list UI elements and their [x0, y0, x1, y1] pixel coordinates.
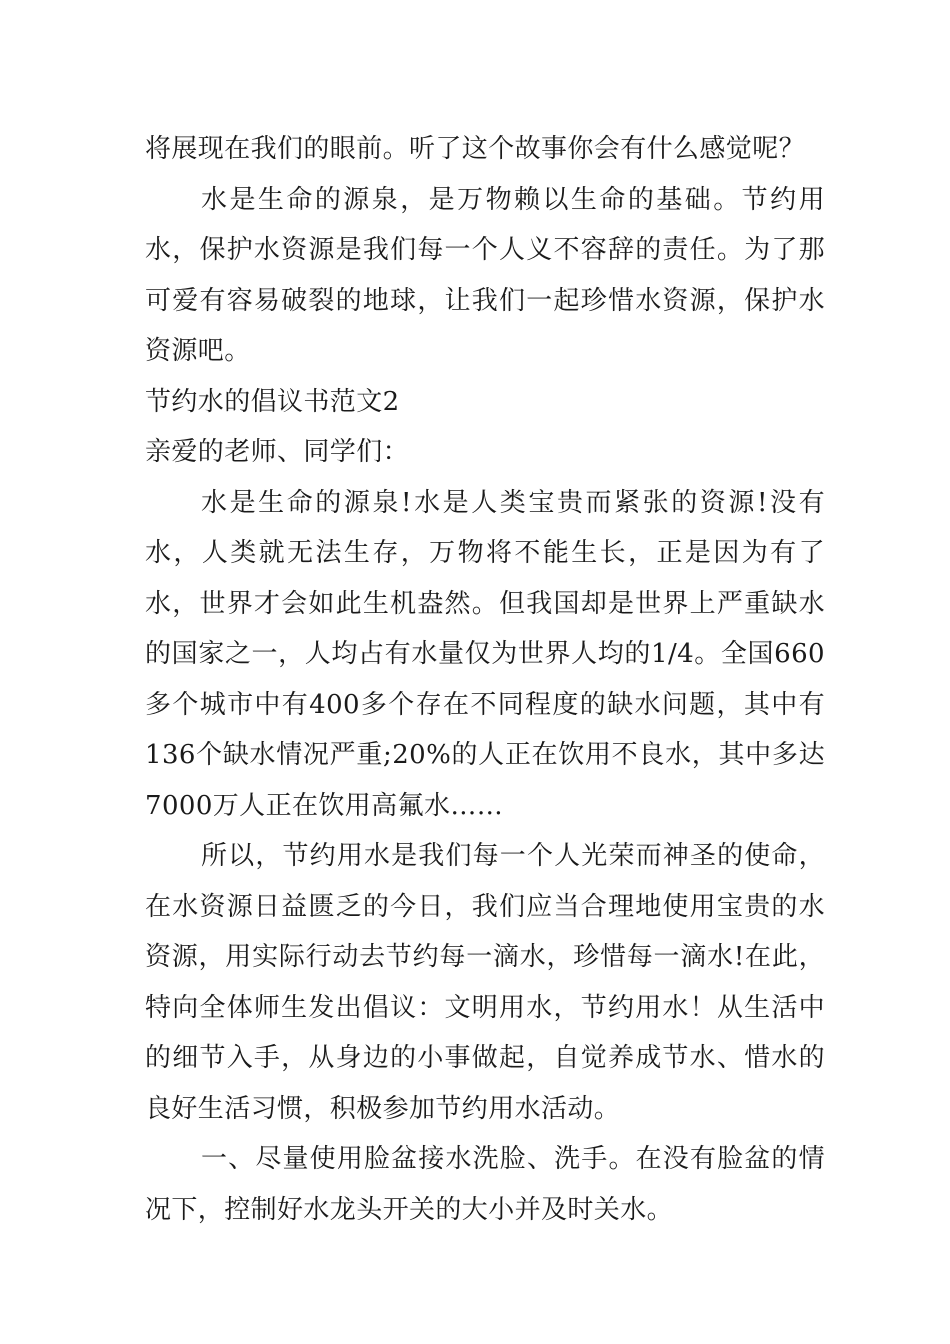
paragraph-water-shortage: 水是生命的源泉!水是人类宝贵而紧张的资源!没有水，人类就无法生存，万物将不能生长，正是因为有了水，世界才会如此生机盎然。但我国却是世界上严重缺水的国家之一，人均占有水量仅为世界人均的1/4。全国660多个城市中有400多个存在不同程度的缺水问题，其中有136个缺水情况严重;20%的人正在饮用不良水，其中多达7000万人正在饮用高氟水…… [145, 487, 825, 821]
section-heading: 节约水的倡议书范文2 [145, 386, 400, 417]
salutation: 亲爱的老师、同学们： [145, 437, 410, 467]
paragraph-item-one: 一、尽量使用脸盆接水洗脸、洗手。在没有脸盆的情况下，控制好水龙头开关的大小并及时关水。 [145, 1144, 825, 1225]
document-body [145, 124, 825, 1235]
paragraph-water-source: 水是生命的源泉，是万物赖以生命的基础。节约用水，保护水资源是我们每一个人义不容辞的责任。为了那可爱有容易破裂的地球，让我们一起珍惜水资源，保护水资源吧。 [145, 184, 825, 366]
paragraph-story-ending: 将展现在我们的眼前。听了这个故事你会有什么感觉呢？ [145, 134, 806, 164]
paragraph-proposal: 所以，节约用水是我们每一个人光荣而神圣的使命，在水资源日益匮乏的今日，我们应当合理地使用宝贵的水资源，用实际行动去节约每一滴水，珍惜每一滴水!在此，特向全体师生发出倡议：文明用水，节约用水！从生活中的细节入手，从身边的小事做起，自觉养成节水、惜水的良好生活习惯，积极参加节约用水活动。 [145, 841, 825, 1124]
